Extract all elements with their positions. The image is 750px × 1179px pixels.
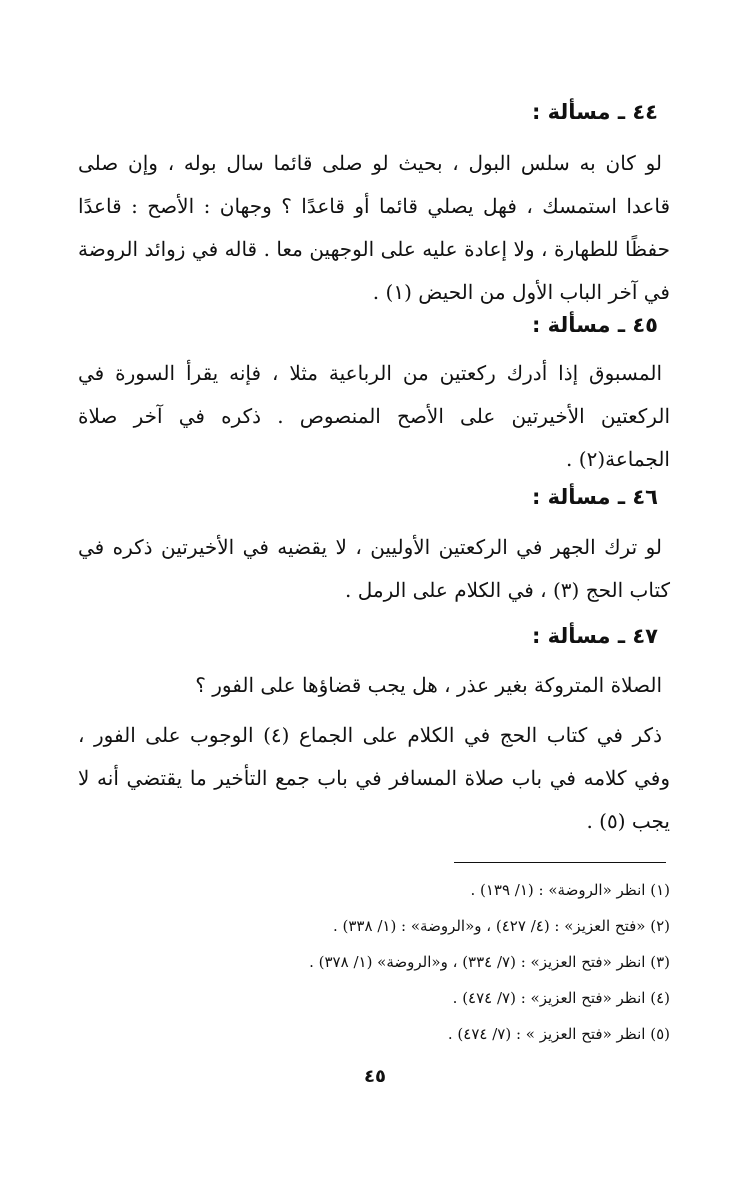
section-paragraph: لو كان به سلس البول ، بحيث لو صلى قائما سال بوله ، وإن صلى قاعدا استمسك ، فهل يصلي قائما أو قاعدًا ؟ وجهان : الأصح : قاعدًا حفظًا للطهارة ، ولا إعادة عليه على الوجهين معا . قاله في زوائد الروضة في آخر الباب الأول من الحيض (١) . bbox=[78, 151, 670, 304]
section-paragraph: المسبوق إذا أدرك ركعتين من الرباعية مثلا ، فإنه يقرأ السورة في الركعتين الأخيرتين على الأصح المنصوص . ذكره في آخر صلاة الجماعة(٢) . bbox=[78, 361, 670, 471]
section-heading: ٤٦ ـ مسألة : bbox=[531, 485, 658, 509]
footnote: (٤) انظر «فتح العزيز» : (٧/ ٤٧٤) . bbox=[452, 989, 670, 1007]
section-heading: ٤٧ ـ مسألة : bbox=[531, 624, 658, 648]
footnote: (١) انظر «الروضة» : (١/ ١٣٩) . bbox=[470, 881, 670, 899]
footnote: (٣) انظر «فتح العزيز» : (٧/ ٣٣٤) ، و«الروضة» (١/ ٣٧٨) . bbox=[309, 953, 670, 971]
footnote: (٥) انظر «فتح العزيز » : (٧/ ٤٧٤) . bbox=[447, 1025, 670, 1043]
footnote: (٢) «فتح العزيز» : (٤/ ٤٢٧) ، و«الروضة» : (١/ ٣٣٨) . bbox=[332, 917, 670, 935]
page-number: ٤٥ bbox=[364, 1066, 386, 1087]
section-paragraph: الصلاة المتروكة بغير عذر ، هل يجب قضاؤها على الفور ؟ bbox=[195, 673, 662, 697]
footnotes bbox=[80, 872, 670, 1052]
section-heading: ٤٤ ـ مسألة : bbox=[531, 100, 658, 124]
section-heading: ٤٥ ـ مسألة : bbox=[531, 313, 658, 337]
section-paragraph: لو ترك الجهر في الركعتين الأوليين ، لا يقضيه في الأخيرتين ذكره في كتاب الحج (٣) ، في الكلام على الرمل . bbox=[78, 535, 670, 602]
footnote-separator bbox=[454, 862, 666, 863]
section-paragraph: ذكر في كتاب الحج في الكلام على الجماع (٤) الوجوب على الفور ، وفي كلامه في باب صلاة المسافر في باب جمع التأخير ما يقتضي أنه لا يجب (٥) . bbox=[78, 723, 670, 833]
